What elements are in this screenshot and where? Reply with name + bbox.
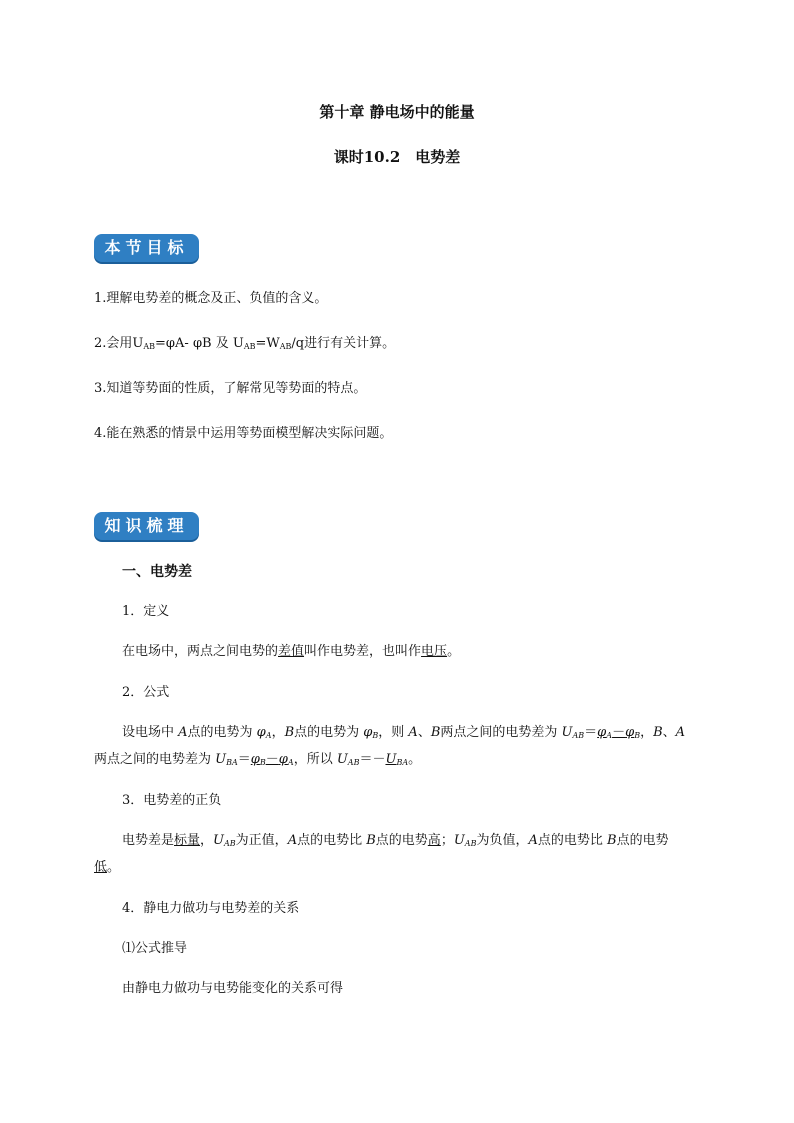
goal-item-2: 2.会用$U_{AB}=\varphi A-$ φB 及 $U_{AB}=W_{AB}/q$进行有关计算。 <box>94 336 396 351</box>
goals-badge: 本节目标 <box>94 234 199 262</box>
knowledge-badge: 知识梳理 <box>94 512 199 540</box>
chapter-title: 第十章 静电场中的能量 <box>319 103 475 121</box>
formula-line-1: 设电场中 A点的电势为 $\varphi_A$，B点的电势为 $\varphi_B$，则 A、B两点之间的电势差为 $U_{AB}=\varphi_A-\varphi_B$，B、A <box>122 725 686 740</box>
section-heading: 一、电势差 <box>122 564 192 580</box>
sign-title: 3．电势差的正负 <box>122 793 222 808</box>
derivation-text: 由静电力做功与电势能变化的关系可得 <box>122 981 344 996</box>
work-title: 4．静电力做功与电势差的关系 <box>122 901 300 916</box>
definition-text: 在电场中，两点之间电势的差值叫作电势差，也叫作电压。 <box>122 644 461 659</box>
definition-title: 1．定义 <box>122 604 170 619</box>
goal-item-4: 4.能在熟悉的情景中运用等势面模型解决实际问题。 <box>94 426 393 441</box>
formula-title: 2．公式 <box>122 685 170 700</box>
sign-line-1: 电势差是标量，$U_{AB}$为正值，A点的电势比 B点的电势高；$U_{AB}$为负值，A点的电势比 B点的电势 <box>122 833 669 848</box>
goal-item-1: 1.理解电势差的概念及正、负值的含义。 <box>94 291 328 306</box>
sign-line-2: 低。 <box>94 860 121 875</box>
derivation-subtitle: ⑴公式推导 <box>122 941 188 956</box>
lesson-title: 课时10.2 电势差 <box>333 148 461 166</box>
goal-item-3: 3.知道等势面的性质，了解常见等势面的特点。 <box>94 381 367 396</box>
formula-line-2: 两点之间的电势差为 $U_{BA}=\varphi_B-\varphi_A$，所以 $U_{AB}=-U_{BA}$。 <box>94 752 422 767</box>
